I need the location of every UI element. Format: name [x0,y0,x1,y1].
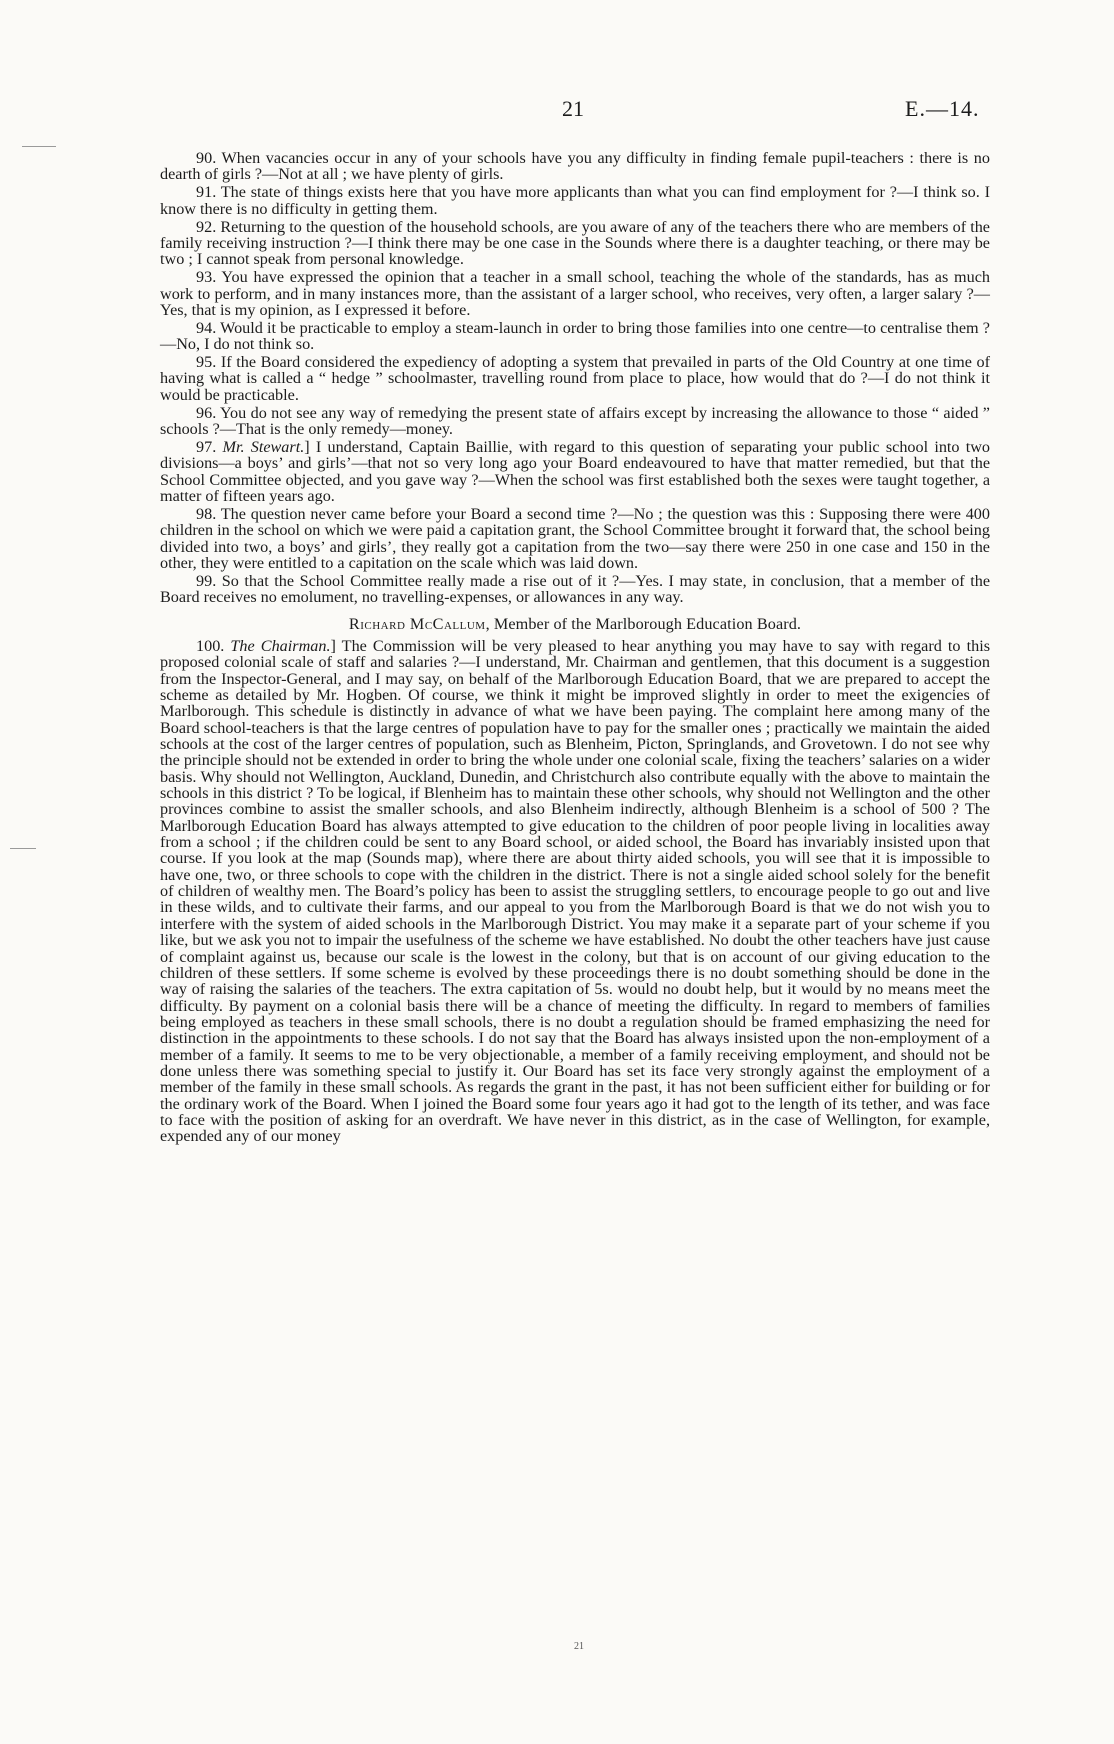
page-number: 21 [562,96,584,121]
question-paragraph: 99. So that the School Committee really made a rise out of it ?—Yes. I may state, in conclusion, that a member of the Board receives no emolument, no travelling-expenses, or allowances in any way. [160,571,990,607]
question-paragraph [160,638,990,1145]
question-text: ] The Commission will be very pleased to hear anything you may have to say with regard to this proposed colonial scale of staff and salaries ?—I understand, Mr. Chairman and gentlemen, that this document is a suggestion from the Inspector-General, and I may say, on behalf of the Marlborough Education Board, that we are prepared to accept the scheme as detailed by Mr. Hogben. Of course, we think it might be improved slightly in order to meet the exigencies of Marlborough. This schedule is distinctly in advance of what we have been paying. The complaint here among many of the Board school-teachers is that the large centres of population have to pay for the smaller ones ; practically we maintain the aided schools at the cost of the larger centres of population, such as Blenheim, Picton, Springlands, and Grovetown. I do not see why the principle should not be extended in order to bring the whole under one colonial scale, fixing the teachers’ salaries on a wider basis. Why should not Wellington, Auckland, Dunedin, and Christchurch also contribute equally with the above to maintain the schools in this district ? To be logical, if Blenheim has to maintain these other schools, why should not Wellington and the other provinces combine to assist the smaller schools, and also Blenheim indirectly, although Blenheim is a school of 500 ? The Marlborough Education Board has always attempted to give education to the children of poor people living in localities away from a school ; if the children could be sent to any Board school, or aided school, the Board has invariably insisted upon that course. If you look at the map (Sounds map), where there are about thirty aided schools, you will see that it is impossible to have one, two, or three schools to cope with the children in the district. There is not a single aided school solely for the benefit of children of wealthy men. The Board’s policy has been to assist the struggling settlers, to encourage people to go out and live in these wilds, and to cultivate their farms, and our appeal to you from the Marlborough Board is that we do not wish you to interfere with the system of aided schools in the Marlborough District. You may make it a separate part of your scheme if you like, but we ask you not to impair the usefulness of the scheme we have established. No doubt the other teachers have just cause of complaint against us, because our scale is the lowest in the colony, but that is on account of our giving education to the children of these settlers. If some scheme is evolved by these proceedings there is no doubt something should be done in the way of raising the salaries of the teachers. The extra capitation of 5s. would no doubt help, but it would by no means meet the difficulty. By payment on a colonial basis there will be a chance of meeting the difficulty. In regard to members of families being employed as teachers in these small schools, there is no doubt a regulation should be framed emphasizing the need for distinction in the appointments to these schools. I do not say that the Board has always insisted upon the non-employment of a member of a family. It seems to me to be very objectionable, a member of a family receiving employment, and should not be done unless there was something special to justify it. Our Board has set its face very strongly against the employment of a member of the family in these small schools. As regards the grant in the past, it has not been sufficient either for building or for the ordinary work of the Board. When I joined the Board some four years ago it had got to the length of its tether, and was face to face with the position of asking for an overdraft. We have never in this district, as in the case of Wellington, for example, expended any of our money [160,636,990,1146]
question-paragraph: 92. Returning to the question of the household schools, are you aware of any of the teachers there who are members of the family receiving instruction ?—I think there may be one case in the Sounds where there is a daughter teaching, or there may be two ; I cannot speak from personal knowledge. [160,217,990,269]
footer-mark: 21 [574,1641,584,1652]
question-number: 100. [196,636,225,655]
question-text: ] I understand, Captain Baillie, with regard to this question of separating your public school into two divisions—a boys’ and girls’—that not so very long ago your Board endeavoured to have that matter remedied, but that the School Committee objected, and you gave way ?—When the school was first established both the sexes were taught together, a matter of fifteen years ago. [160,438,991,506]
margin-mark [22,146,56,147]
question-paragraph: 94. Would it be practicable to employ a steam-launch in order to bring those families into one centre—to centralise them ?—No, I do not think so. [160,318,990,354]
witness-heading [160,616,990,632]
question-paragraph [160,439,990,504]
question-paragraph: 96. You do not see any way of remedying the present state of affairs except by increasing the allowance to those “ aided ” schools ?—That is the only remedy—money. [160,403,990,439]
question-number: 97. [196,438,217,456]
margin-mark [10,848,36,849]
page-header [0,96,1114,126]
witness-name: Richard McCallum [348,614,486,633]
question-paragraph: 90. When vacancies occur in any of your schools have you any difficulty in finding female pupil-teachers : there is no dearth of girls ?—Not at all ; we have plenty of girls. [160,149,990,184]
document-reference: E.—14. [905,96,980,121]
speaker-name: Mr. Stewart. [222,438,305,456]
question-paragraph: 93. You have expressed the opinion that a teacher in a small school, teaching the whole of the standards, has as much work to perform, and in many instances more, than the assistant of a larger school, who receives, very often, a larger salary ?—Yes, that is my opinion, as I expressed it before. [160,268,990,319]
speaker-name: The Chairman. [230,636,331,655]
question-paragraph: 98. The question never came before your Board a second time ?—No ; the question was this : Supposing there were 400 children in the school on which we were paid a capitation grant, the School Committee brought it forward that, the school being divided into two, a boys’ and girls’, they really got a capitation from the two—say there were 250 in one case and 150 in the other, they were entitled to a capitation on the scale which was laid down. [160,504,990,572]
witness-title: , Member of the Marlborough Education Board. [485,614,802,633]
question-paragraph: 91. The state of things exists here that you have more applicants than what you can find employment for ?—I think so. I know there is no difficulty in getting them. [160,183,990,218]
body-text [160,150,990,1146]
question-paragraph: 95. If the Board considered the expediency of adopting a system that prevailed in parts of the Old Country at one time of having what is called a “ hedge ” schoolmaster, travelling round from place to place, how would that do ?—I do not think it would be practicable. [160,353,990,404]
